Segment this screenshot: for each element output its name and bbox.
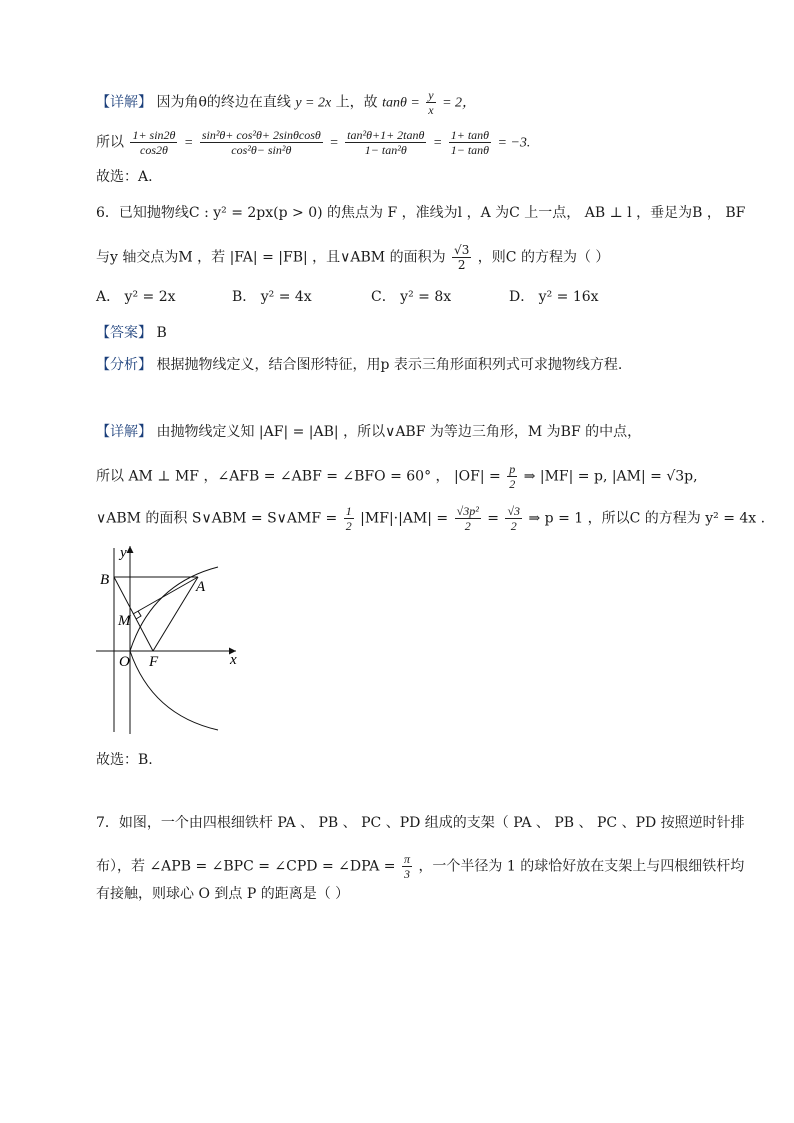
q6-choice: 故选：B. xyxy=(96,752,153,768)
q5-fraction-4 xyxy=(449,128,491,157)
q6-analysis-line xyxy=(96,355,622,375)
q5-f4-den: 1− tanθ xyxy=(450,143,490,157)
segment-am xyxy=(133,577,198,614)
q6-area-num: √3 xyxy=(454,243,470,257)
q6-option-d: D． y² = 16x xyxy=(509,289,599,305)
q5-tan-rhs: = 2， xyxy=(442,95,477,111)
detail-tag: 【详解】 xyxy=(96,94,152,111)
parabola-figure xyxy=(92,540,252,736)
q5-tan-num: y xyxy=(428,88,434,102)
detail-tag-q6: 【详解】 xyxy=(96,424,152,440)
q5-so-line: 所以 $\frac{1+ \sin 2\theta}{\cos 2\theta}$ = $\frac{\text{sin²θ+ cos²θ+ 2sinθcosθ}}{\text{cos²θ− sin²θ}}$ = $\frac{\text{tan²θ+1+ 2tanθ}}{\text{1− tan²θ}}$ = $\frac{1+ \tan\theta}{1- \tan\theta}$ = −3. xyxy=(96,128,531,157)
label-o: O xyxy=(119,654,130,670)
q6-options xyxy=(96,287,696,307)
q5-f3-den: 1− tan²θ xyxy=(364,143,407,157)
q5-tan-den: x xyxy=(428,103,434,117)
q6-line2-pre: 与y 轴交点为M ，若 |FA| = |FB| ，且∨ABM 的面积为 xyxy=(96,249,446,266)
q5-f2-num: sin²θ+ cos²θ+ 2sinθcosθ xyxy=(201,128,321,142)
q6-analysis: 根据抛物线定义，结合图形特征，用p 表示三角形面积列式可求抛物线方程. xyxy=(156,357,623,373)
q6-option-a: A． y² = 2x xyxy=(96,289,176,305)
q6-area-value-num: √3 xyxy=(507,504,521,518)
q6-detail-line2 xyxy=(96,462,698,491)
q6-area-expr-den: 2 xyxy=(464,519,471,533)
q7-line2-post: ，一个半径为 1 的球恰好放在支架上与四根细铁杆均 xyxy=(418,858,745,875)
q5-fraction-1 xyxy=(130,128,177,157)
q7-angle-den: 3 xyxy=(403,867,410,881)
q6-stem-line2 xyxy=(96,243,609,272)
q5-detail-line xyxy=(96,88,476,117)
q5-f3-num: tan²θ+1+ 2tanθ xyxy=(347,128,425,142)
segment-af xyxy=(153,577,198,651)
q6-of-fraction xyxy=(507,462,517,491)
q6-stem-line1: 6．已知抛物线C : y² = 2px(p > 0) 的焦点为 F ，准线为l ，A 为C 上一点， AB ⊥ l ，垂足为B ， BF xyxy=(96,205,746,221)
q6-detail-1: 由抛物线定义知 |AF| = |AB| ，所以∨ABF 为等边三角形，M 为BF 的中点， xyxy=(156,424,642,440)
q7-line2-pre: 布），若 ∠APB = ∠BPC = ∠CPD = ∠DPA = xyxy=(96,858,396,875)
q7-angle-fraction xyxy=(402,852,412,881)
q5-f4-num: 1+ tanθ xyxy=(450,128,490,142)
q6-area-value-den: 2 xyxy=(510,519,517,533)
q6-of-den: 2 xyxy=(509,477,516,491)
q5-tan-fraction xyxy=(426,88,435,117)
q5-result: = −3. xyxy=(497,135,531,151)
q6-answer-line xyxy=(96,323,167,343)
q6-detail-3-eq: = xyxy=(487,510,499,527)
q6-detail-2-pre: 所以 AM ⊥ MF ，∠AFB = ∠ABF = ∠BFO = 60° ， |OF| = xyxy=(96,468,501,485)
q7-stem-line2 xyxy=(96,852,744,881)
q7-stem-line1: 7．如图，一个由四根细铁杆 PA 、 PB 、 PC 、PD 组成的支架（ PA 、 PB 、 PC 、PD 按照逆时针排 xyxy=(96,815,745,831)
q5-line1-tail: 上，故 xyxy=(335,94,378,111)
q5-f2-den: cos²θ− sin²θ xyxy=(231,143,292,157)
q5-choice: 故选：A. xyxy=(96,169,153,185)
label-b: B xyxy=(100,572,110,588)
q5-suoyi: 所以 xyxy=(96,134,124,151)
q5-fraction-3 xyxy=(345,128,426,157)
y-axis-arrow-icon xyxy=(127,546,134,553)
q6-of-num: p xyxy=(509,462,516,476)
answer-tag: 【答案】 xyxy=(96,325,152,341)
q7-angle-num: π xyxy=(403,852,410,866)
q5-line-equation: y = 2x xyxy=(295,95,332,111)
q6-option-b: B． y² = 4x xyxy=(232,289,312,305)
label-f: F xyxy=(149,654,159,670)
q6-area-value-fraction xyxy=(505,504,522,533)
q5-f1-den: cos2θ xyxy=(140,143,168,157)
label-a: A xyxy=(196,579,206,595)
q6-answer: B xyxy=(156,325,167,341)
q6-detail-line3 xyxy=(96,504,765,533)
q6-area-expr-fraction xyxy=(455,504,481,533)
q5-fraction-2 xyxy=(200,128,323,157)
q6-detail-3-post: ⇒ p = 1 ，所以C 的方程为 y² = 4x . xyxy=(528,510,766,527)
q6-detail-3-pre: ∨ABM 的面积 S∨ABM = S∨AMF = xyxy=(96,510,338,527)
q6-detail-3-mid: |MF|·|AM| = xyxy=(360,510,449,527)
q6-detail-2-post: ⇒ |MF| = p, |AM| = √3p, xyxy=(523,468,698,485)
q6-area-expr-num: √3p² xyxy=(456,504,479,518)
q6-area-den: 2 xyxy=(457,258,466,272)
q6-half-fraction xyxy=(344,504,354,533)
q6-area-fraction xyxy=(452,243,471,272)
q6-half-den: 2 xyxy=(345,519,352,533)
label-x: x xyxy=(230,652,237,668)
label-y: y xyxy=(120,545,127,561)
q7-stem-line3: 有接触，则球心 O 到点 P 的距离是（ ） xyxy=(96,886,350,902)
q6-option-c: C． y² = 8x xyxy=(371,289,452,305)
q5-line1-text: 因为角θ的终边在直线 xyxy=(156,94,291,111)
q6-detail-line1 xyxy=(96,422,641,442)
analysis-tag: 【分析】 xyxy=(96,357,152,373)
q6-half-num: 1 xyxy=(345,504,352,518)
q5-f1-num: 1+ sin2θ xyxy=(132,128,176,142)
label-m: M xyxy=(118,613,131,629)
q6-line2-post: ，则C 的方程为（ ） xyxy=(477,249,610,266)
q5-tan-lhs: tanθ = xyxy=(382,95,420,111)
